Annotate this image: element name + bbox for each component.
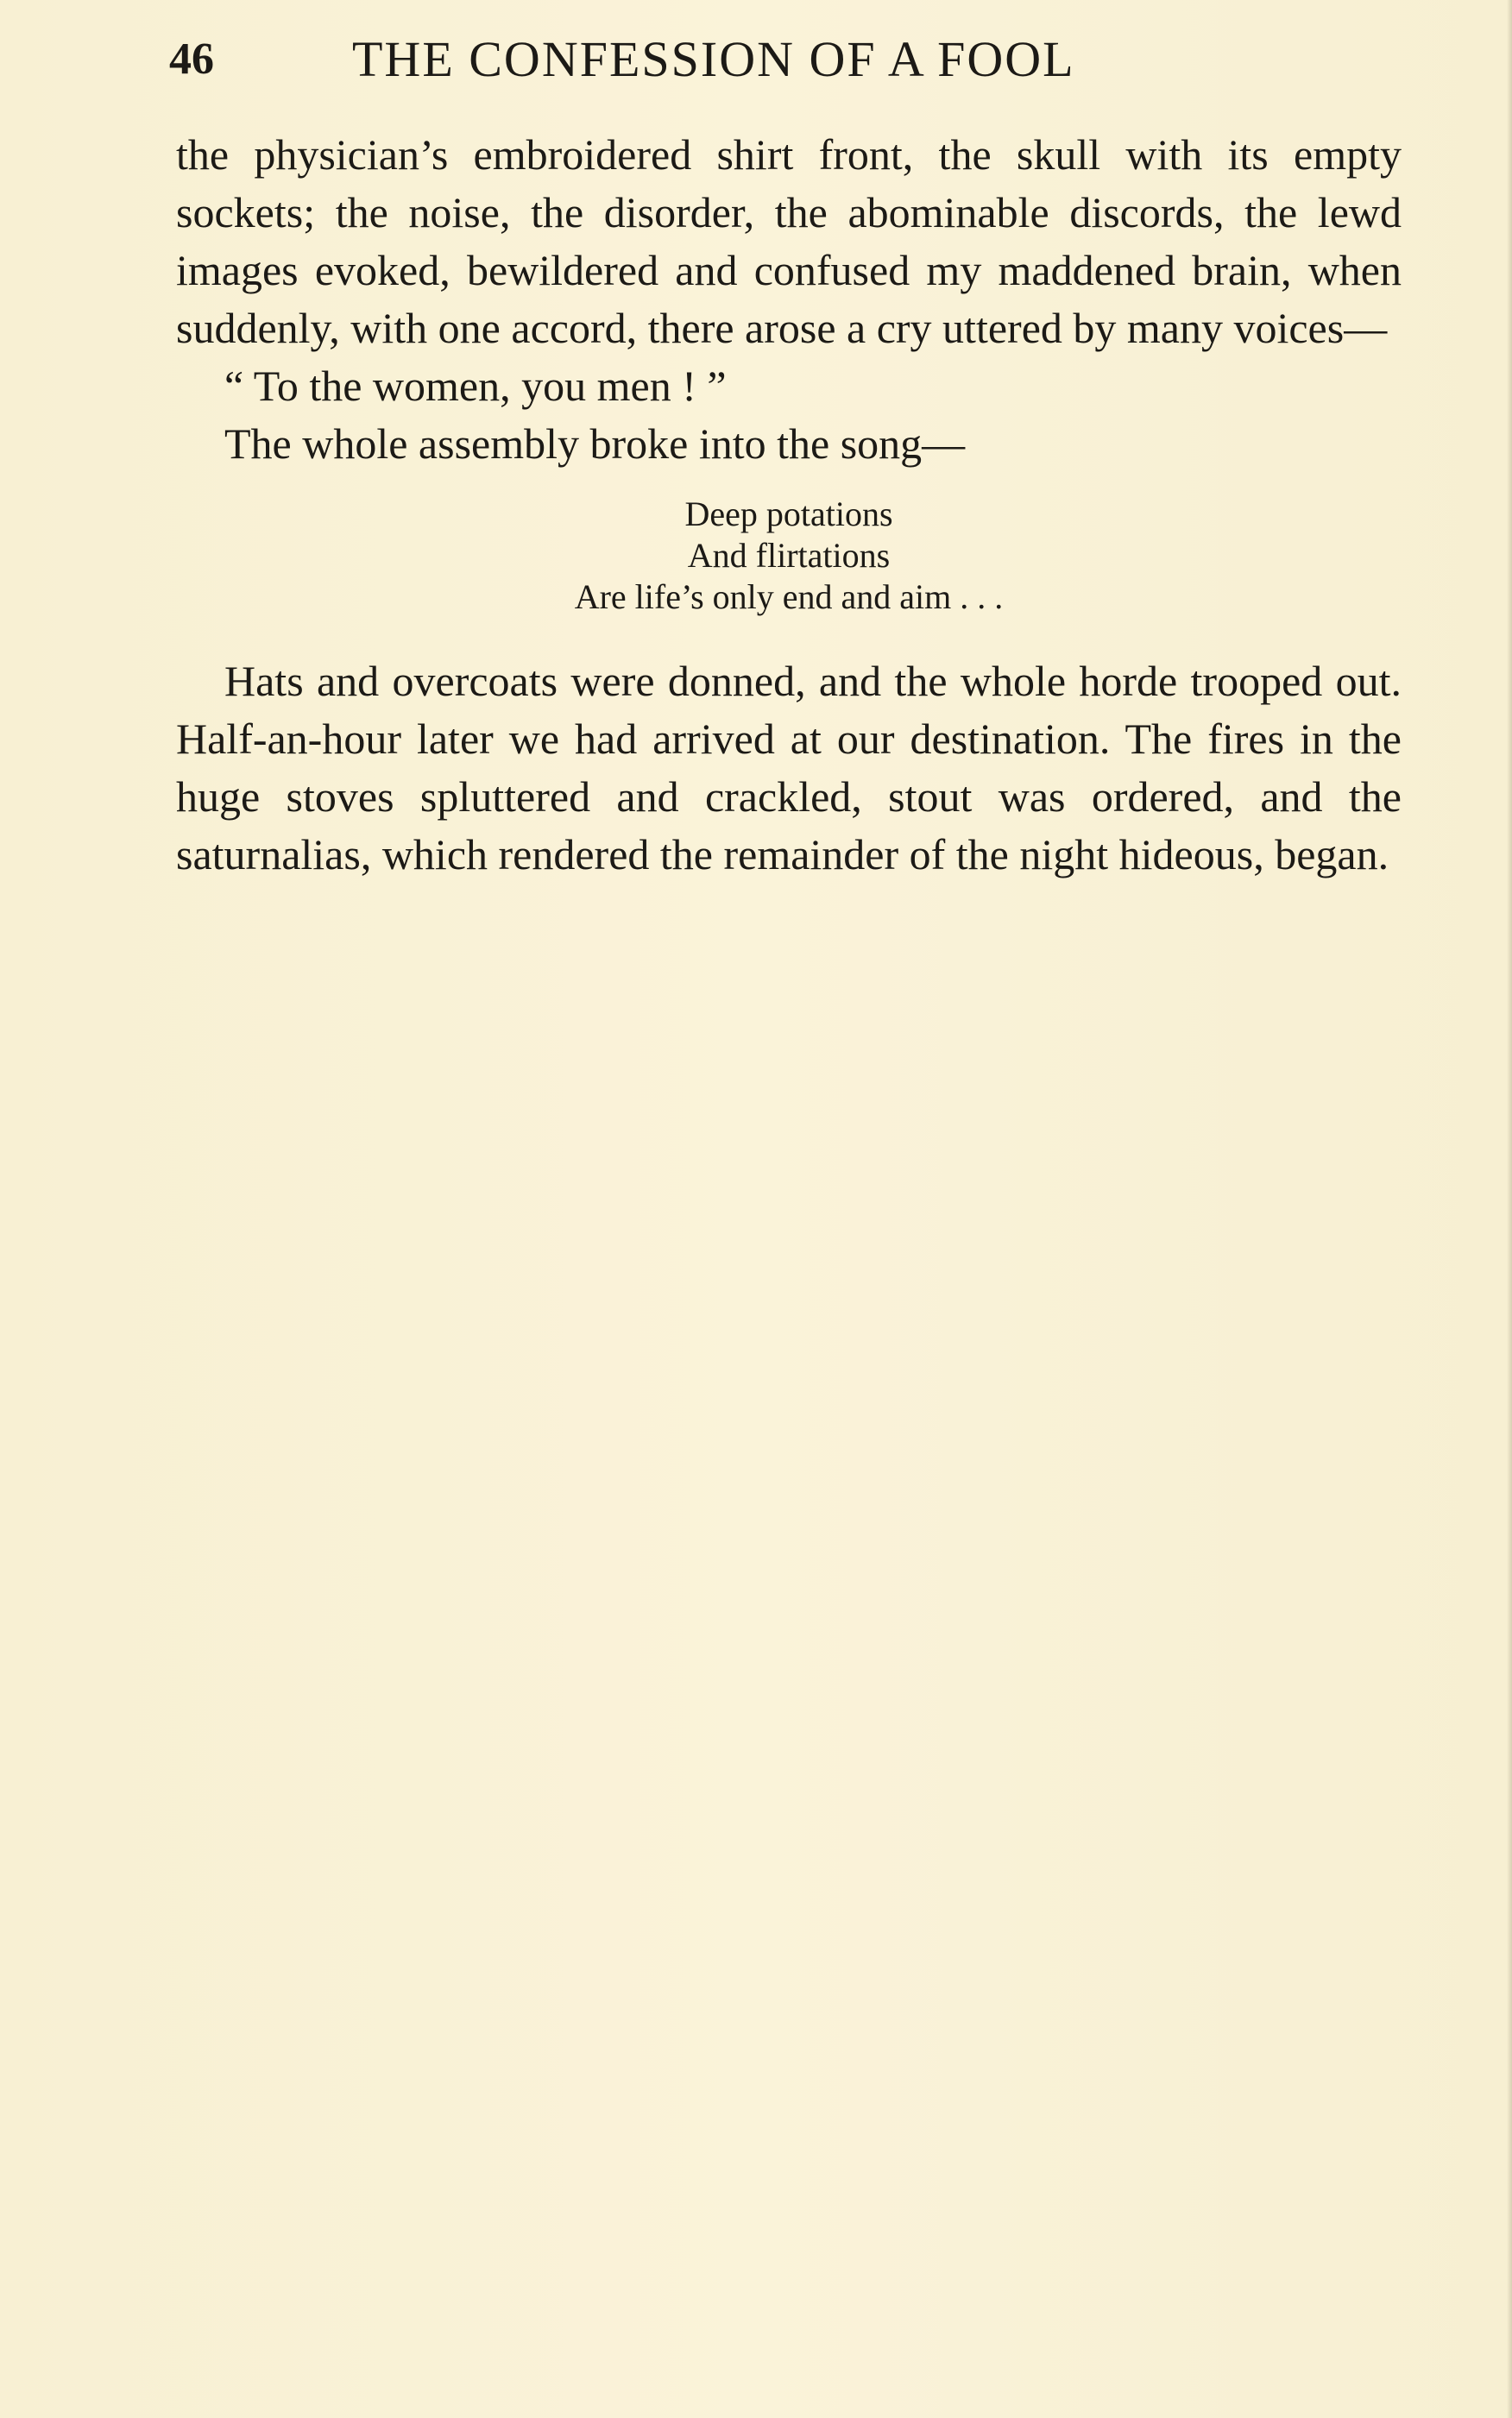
- page-header: [169, 29, 1403, 90]
- page-number: 46: [169, 35, 214, 84]
- verse-line-1: Deep potations: [684, 494, 893, 533]
- paragraph-3: The whole assembly broke into the song—: [224, 419, 966, 468]
- verse-line-2: And flirtations: [687, 536, 891, 575]
- running-title: THE CONFESSION OF A FOOL: [352, 31, 1075, 87]
- paragraph-2-quote: “ To the women, you men ! ”: [224, 362, 727, 410]
- verse-line-3: Are life’s only end and aim . . .: [574, 577, 1004, 616]
- paragraph-4: Hats and overcoats were donned, and the whole horde trooped out. Half-an-hour later we had arrived at our destination. The fires in the huge stoves spluttered and crackled, stout was ordered, and the saturnalias, which rendered the remainder of the night hideous, began.: [176, 657, 1402, 878]
- body-text: [176, 126, 1402, 884]
- paragraph-1: the physician’s embroidered shirt front, the skull with its empty sockets; the noise, the disorder, the abominable discords, the lewd images evoked, bewildered and confused my maddened brain, when suddenly, with one accord, there arose a cry uttered by many voices—: [176, 130, 1402, 352]
- page-edge: [1507, 0, 1512, 2418]
- song-verse: [176, 494, 1402, 618]
